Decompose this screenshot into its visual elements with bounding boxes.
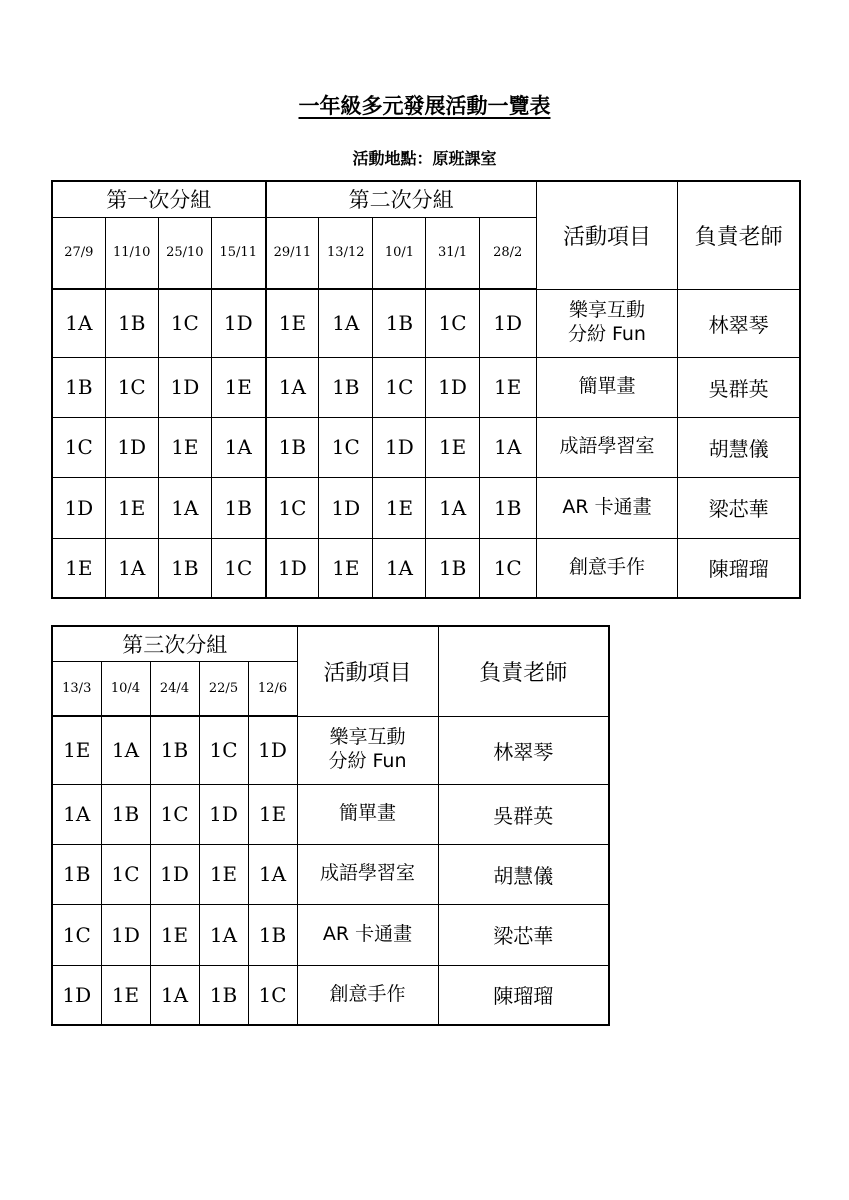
class-cell: 1D: [150, 844, 199, 904]
class-cell: 1B: [158, 538, 211, 598]
teacher-column-header: 負責老師: [438, 626, 609, 716]
class-cell: 1D: [158, 357, 211, 417]
activity-name-line1: 樂享互動: [329, 726, 406, 749]
class-cell: 1A: [479, 417, 536, 477]
class-cell: 1B: [105, 289, 158, 357]
group1-header: 第一次分組: [52, 181, 266, 217]
class-cell: 1C: [52, 417, 105, 477]
activity-name-line1: 簡單畫: [578, 375, 636, 398]
teacher-cell: 林翠琴: [438, 716, 609, 784]
teacher-cell: 胡慧儀: [438, 844, 609, 904]
class-cell: 1A: [248, 844, 297, 904]
schedule-table-2: [51, 625, 610, 1026]
activity-name-line2: 分紛 Fun: [567, 323, 646, 345]
class-cell: 1A: [211, 417, 265, 477]
date-cell: 28/2: [479, 217, 536, 289]
class-cell: 1A: [266, 357, 319, 417]
class-cell: 1D: [199, 784, 248, 844]
table-row: [52, 844, 609, 904]
date-cell: 10/1: [373, 217, 426, 289]
group2-header: 第二次分組: [266, 181, 537, 217]
class-cell: 1E: [52, 538, 105, 598]
class-cell: 1B: [266, 417, 319, 477]
teacher-cell: 陳瑠瑠: [438, 965, 609, 1025]
activity-cell: [297, 965, 438, 1025]
activity-cell: [297, 784, 438, 844]
date-cell: 15/11: [211, 217, 265, 289]
page-title: 一年級多元發展活動一覽表: [298, 94, 551, 118]
teacher-column-header: 負責老師: [678, 181, 800, 289]
table-row: [52, 784, 609, 844]
date-cell: 29/11: [266, 217, 319, 289]
class-cell: 1A: [150, 965, 199, 1025]
class-cell: 1E: [479, 357, 536, 417]
class-cell: 1A: [426, 477, 479, 538]
class-cell: 1C: [373, 357, 426, 417]
class-cell: 1E: [248, 784, 297, 844]
table-row: [52, 716, 609, 784]
activity-cell: [536, 417, 677, 477]
class-cell: 1C: [199, 716, 248, 784]
class-cell: 1E: [426, 417, 479, 477]
class-cell: 1B: [426, 538, 479, 598]
class-cell: 1E: [150, 904, 199, 965]
class-cell: 1B: [52, 357, 105, 417]
class-cell: 1D: [211, 289, 265, 357]
class-cell: 1C: [248, 965, 297, 1025]
class-cell: 1E: [52, 716, 101, 784]
class-cell: 1A: [158, 477, 211, 538]
activity-name-line1: 成語學習室: [559, 435, 655, 458]
table-row: [52, 417, 800, 477]
class-cell: 1C: [101, 844, 150, 904]
table-row: [52, 965, 609, 1025]
class-cell: 1C: [266, 477, 319, 538]
class-cell: 1A: [52, 784, 101, 844]
class-cell: 1C: [105, 357, 158, 417]
table-row: [52, 357, 800, 417]
date-cell: 13/12: [319, 217, 373, 289]
schedule-table-1: [51, 180, 801, 599]
date-cell: 27/9: [52, 217, 105, 289]
activity-name-line1: AR 卡通畫: [322, 922, 413, 945]
teacher-cell: 林翠琴: [678, 289, 800, 357]
activity-cell: [297, 844, 438, 904]
group3-header: 第三次分組: [52, 626, 297, 661]
class-cell: 1E: [266, 289, 319, 357]
activity-cell: [297, 716, 438, 784]
class-cell: 1D: [479, 289, 536, 357]
class-cell: 1B: [479, 477, 536, 538]
activity-name-line1: 成語學習室: [320, 862, 416, 885]
date-cell: 24/4: [150, 661, 199, 716]
class-cell: 1B: [373, 289, 426, 357]
class-cell: 1C: [479, 538, 536, 598]
class-cell: 1C: [319, 417, 373, 477]
teacher-cell: 陳瑠瑠: [678, 538, 800, 598]
activity-name-line1: 創意手作: [568, 555, 645, 578]
date-cell: 25/10: [158, 217, 211, 289]
table-row: [52, 538, 800, 598]
class-cell: 1D: [373, 417, 426, 477]
table-row: [52, 477, 800, 538]
activity-cell: [536, 477, 677, 538]
class-cell: 1B: [199, 965, 248, 1025]
date-cell: 10/4: [101, 661, 150, 716]
date-cell: 22/5: [199, 661, 248, 716]
class-cell: 1B: [248, 904, 297, 965]
activity-name-line1: 簡單畫: [339, 802, 397, 825]
date-cell: 31/1: [426, 217, 479, 289]
class-cell: 1B: [101, 784, 150, 844]
class-cell: 1B: [52, 844, 101, 904]
activity-name-line2: 分紛 Fun: [328, 750, 407, 772]
class-cell: 1E: [158, 417, 211, 477]
activity-location: 活動地點：原班課室: [352, 149, 497, 168]
teacher-cell: 吳群英: [438, 784, 609, 844]
class-cell: 1E: [105, 477, 158, 538]
teacher-cell: 胡慧儀: [678, 417, 800, 477]
class-cell: 1B: [150, 716, 199, 784]
activity-cell: [536, 538, 677, 598]
class-cell: 1D: [266, 538, 319, 598]
table-row: [52, 904, 609, 965]
table-row: [52, 289, 800, 357]
activity-name-line1: AR 卡通畫: [562, 495, 652, 518]
activity-cell: [297, 904, 438, 965]
class-cell: 1A: [52, 289, 105, 357]
class-cell: 1D: [52, 477, 105, 538]
activity-column-header: 活動項目: [297, 626, 438, 716]
date-cell: 12/6: [248, 661, 297, 716]
class-cell: 1B: [211, 477, 265, 538]
activity-cell: [536, 357, 677, 417]
class-cell: 1C: [52, 904, 101, 965]
class-cell: 1D: [105, 417, 158, 477]
activity-name-line1: 創意手作: [329, 982, 406, 1005]
class-cell: 1D: [248, 716, 297, 784]
class-cell: 1D: [52, 965, 101, 1025]
class-cell: 1E: [319, 538, 373, 598]
date-cell: 13/3: [52, 661, 101, 716]
class-cell: 1A: [199, 904, 248, 965]
class-cell: 1E: [199, 844, 248, 904]
class-cell: 1D: [319, 477, 373, 538]
date-cell: 11/10: [105, 217, 158, 289]
class-cell: 1D: [101, 904, 150, 965]
activity-name-line1: 樂享互動: [568, 299, 645, 322]
class-cell: 1C: [158, 289, 211, 357]
class-cell: 1C: [426, 289, 479, 357]
class-cell: 1A: [373, 538, 426, 598]
class-cell: 1A: [105, 538, 158, 598]
class-cell: 1C: [211, 538, 265, 598]
class-cell: 1A: [101, 716, 150, 784]
teacher-cell: 梁芯華: [438, 904, 609, 965]
activity-cell: [536, 289, 677, 357]
class-cell: 1D: [426, 357, 479, 417]
class-cell: 1E: [101, 965, 150, 1025]
class-cell: 1C: [150, 784, 199, 844]
class-cell: 1B: [319, 357, 373, 417]
class-cell: 1A: [319, 289, 373, 357]
class-cell: 1E: [373, 477, 426, 538]
teacher-cell: 吳群英: [678, 357, 800, 417]
teacher-cell: 梁芯華: [678, 477, 800, 538]
class-cell: 1E: [211, 357, 265, 417]
activity-column-header: 活動項目: [536, 181, 677, 289]
